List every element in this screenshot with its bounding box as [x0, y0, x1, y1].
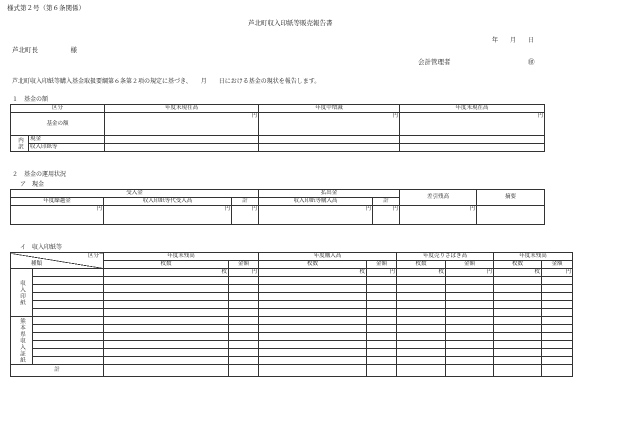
unit-yen: 円 — [400, 206, 477, 225]
cell — [104, 309, 229, 317]
kubun-type-header — [11, 253, 104, 269]
header-kubun: 区分 — [87, 253, 99, 259]
fund-table — [10, 104, 545, 152]
header-amount: 金額 — [446, 261, 494, 269]
type-cell — [33, 285, 104, 293]
unit-yen: 円 — [446, 269, 494, 277]
cell — [446, 309, 494, 317]
cell — [229, 325, 259, 333]
cell — [105, 144, 259, 152]
header-end-stock: 年度末残高 — [494, 253, 573, 261]
cell — [104, 325, 229, 333]
cell — [494, 333, 542, 341]
date-line: 年 月 日 — [492, 37, 535, 44]
unit-yen: 円 — [367, 269, 397, 277]
cell — [367, 301, 397, 309]
header-count: 枚数 — [104, 261, 229, 269]
header-change: 年度中増減 — [259, 105, 400, 113]
cell — [259, 341, 367, 349]
header-total: 計 — [373, 198, 400, 206]
type-cell — [33, 309, 104, 317]
cell — [229, 309, 259, 317]
cell — [494, 293, 542, 301]
cell — [477, 206, 545, 225]
cell — [446, 341, 494, 349]
cell — [397, 349, 446, 357]
stamps-table — [10, 252, 573, 377]
unit-mai: 枚 — [397, 269, 446, 277]
cell — [259, 293, 367, 301]
header-stamp-purchase: 収入印紙等購入高 — [259, 198, 373, 206]
form-id: 様式第２号（第６条関係） — [7, 4, 85, 12]
cell — [397, 301, 446, 309]
document-title: 芦北町収入印紙等販売報告書 — [248, 19, 333, 27]
cell — [542, 277, 573, 285]
cell — [367, 293, 397, 301]
header-bought: 年度購入高 — [259, 253, 397, 261]
type-cell — [33, 277, 104, 285]
header-amount: 金額 — [367, 261, 397, 269]
cell — [104, 365, 229, 377]
cell — [542, 333, 573, 341]
header-summary: 摘要 — [477, 190, 545, 206]
cell — [367, 365, 397, 377]
cell — [259, 349, 367, 357]
cell — [259, 285, 367, 293]
cell — [494, 325, 542, 333]
breakdown-label: 内訳 — [11, 136, 29, 152]
row-cash: 現金 — [29, 136, 105, 144]
cell — [397, 365, 446, 377]
cell — [259, 325, 367, 333]
cell — [397, 293, 446, 301]
cash-table — [10, 189, 545, 225]
cell — [229, 301, 259, 309]
unit-yen: 円 — [232, 206, 259, 225]
header-receipts: 受入金 — [11, 190, 259, 198]
type-cell — [33, 269, 104, 277]
type-cell — [33, 333, 104, 341]
cell — [400, 136, 545, 144]
cell — [446, 301, 494, 309]
cell — [397, 341, 446, 349]
header-count: 枚数 — [397, 261, 446, 269]
cell — [446, 333, 494, 341]
cell — [367, 341, 397, 349]
cell — [367, 317, 397, 325]
cell — [259, 365, 367, 377]
cell — [229, 365, 259, 377]
cell — [397, 357, 446, 365]
unit-yen: 円 — [229, 269, 259, 277]
cell — [446, 357, 494, 365]
header-count: 枚数 — [259, 261, 367, 269]
cell — [542, 349, 573, 357]
header-stamp-income: 収入印紙等代受入高 — [104, 198, 232, 206]
cell — [494, 301, 542, 309]
header-payments: 払出金 — [259, 190, 400, 198]
cell — [367, 309, 397, 317]
section1-heading: １ 基金の額 — [12, 96, 49, 103]
header-current-balance: 年度末現在高 — [400, 105, 545, 113]
header-amount: 金額 — [542, 261, 573, 269]
cell — [542, 309, 573, 317]
cell — [367, 349, 397, 357]
unit-yen: 円 — [542, 269, 573, 277]
cell — [104, 317, 229, 325]
cell — [104, 285, 229, 293]
header-total: 計 — [232, 198, 259, 206]
type-cell — [33, 293, 104, 301]
cell — [446, 317, 494, 325]
type-cell — [33, 317, 104, 325]
cell — [259, 333, 367, 341]
unit-yen: 円 — [104, 206, 232, 225]
cell — [542, 301, 573, 309]
cell — [397, 309, 446, 317]
addressee: 芦北町長 様 — [12, 46, 77, 54]
cell — [494, 285, 542, 293]
cell — [259, 357, 367, 365]
cell — [259, 136, 400, 144]
cell — [104, 333, 229, 341]
cell — [494, 317, 542, 325]
type-cell — [33, 301, 104, 309]
cell — [446, 293, 494, 301]
cell — [105, 136, 259, 144]
cell — [397, 277, 446, 285]
cell — [229, 285, 259, 293]
cell — [229, 277, 259, 285]
cell — [229, 357, 259, 365]
cell — [259, 317, 367, 325]
cell — [229, 333, 259, 341]
cell — [259, 309, 367, 317]
row-total: 計 — [11, 365, 104, 377]
cell — [259, 277, 367, 285]
type-cell — [33, 357, 104, 365]
unit-mai: 枚 — [494, 269, 542, 277]
type-cell — [33, 341, 104, 349]
header-balance: 差引残高 — [400, 190, 477, 206]
header-carryover: 年度繰越金 — [11, 198, 104, 206]
header-prev-stock: 年度末残高 — [104, 253, 259, 261]
cell — [446, 285, 494, 293]
cell — [229, 341, 259, 349]
sub-stamps-heading: イ 収入印紙等 — [20, 244, 63, 251]
cell — [446, 349, 494, 357]
cell — [494, 309, 542, 317]
row-stamps: 収入印紙等 — [29, 144, 105, 152]
header-type: 種類 — [31, 261, 43, 267]
cell — [259, 301, 367, 309]
cell — [229, 349, 259, 357]
cell — [397, 325, 446, 333]
cell — [104, 301, 229, 309]
unit-mai: 枚 — [259, 269, 367, 277]
cell — [542, 285, 573, 293]
cell — [104, 341, 229, 349]
sub-cash-heading: ア 現金 — [20, 181, 45, 188]
cell — [104, 277, 229, 285]
unit-yen: 円 — [373, 206, 400, 225]
type-cell — [33, 325, 104, 333]
cell — [494, 357, 542, 365]
group-prefectural-stamps: 熊本県収入証紙 — [11, 317, 33, 365]
cell — [446, 325, 494, 333]
cell — [104, 357, 229, 365]
cell — [367, 277, 397, 285]
cell — [229, 317, 259, 325]
cell — [494, 349, 542, 357]
sender-title: 会計管理者 — [418, 58, 451, 66]
cell — [446, 365, 494, 377]
unit-yen: 円 — [259, 206, 373, 225]
cell — [446, 277, 494, 285]
header-amount: 金額 — [229, 261, 259, 269]
group-revenue-stamps: 収入印紙 — [11, 269, 33, 317]
cell — [400, 144, 545, 152]
cell — [542, 357, 573, 365]
cell — [367, 285, 397, 293]
unit-mai: 枚 — [104, 269, 229, 277]
header-sold: 年度売りさばき高 — [397, 253, 494, 261]
header-count: 枚数 — [494, 261, 542, 269]
unit-yen: 円 — [11, 206, 104, 225]
unit-yen: 円 — [105, 113, 259, 136]
header-prev-year-balance: 年度末現在高 — [105, 105, 259, 113]
cell — [397, 333, 446, 341]
cell — [367, 325, 397, 333]
cell — [542, 317, 573, 325]
cell — [542, 365, 573, 377]
type-cell — [33, 349, 104, 357]
cell — [494, 365, 542, 377]
cell — [229, 293, 259, 301]
cell — [397, 285, 446, 293]
section2-heading: ２ 基金の運用状況 — [12, 171, 67, 178]
cell — [494, 341, 542, 349]
cell — [397, 317, 446, 325]
cell — [542, 341, 573, 349]
cell — [259, 144, 400, 152]
cell — [542, 293, 573, 301]
header-kubun: 区分 — [11, 105, 105, 113]
cell — [542, 325, 573, 333]
unit-yen: 円 — [400, 113, 545, 136]
seal-mark: ㊞ — [528, 58, 535, 66]
cell — [494, 277, 542, 285]
cell — [367, 357, 397, 365]
cell — [104, 349, 229, 357]
row-fund-total: 基金の額 — [11, 113, 105, 136]
cell — [367, 333, 397, 341]
cell — [104, 293, 229, 301]
intro-text: 芦北町収入印紙等購入基金取扱要綱第６条第２項の規定に基づき、 月 日における基金の現状を報告します。 — [12, 78, 321, 85]
unit-yen: 円 — [259, 113, 400, 136]
